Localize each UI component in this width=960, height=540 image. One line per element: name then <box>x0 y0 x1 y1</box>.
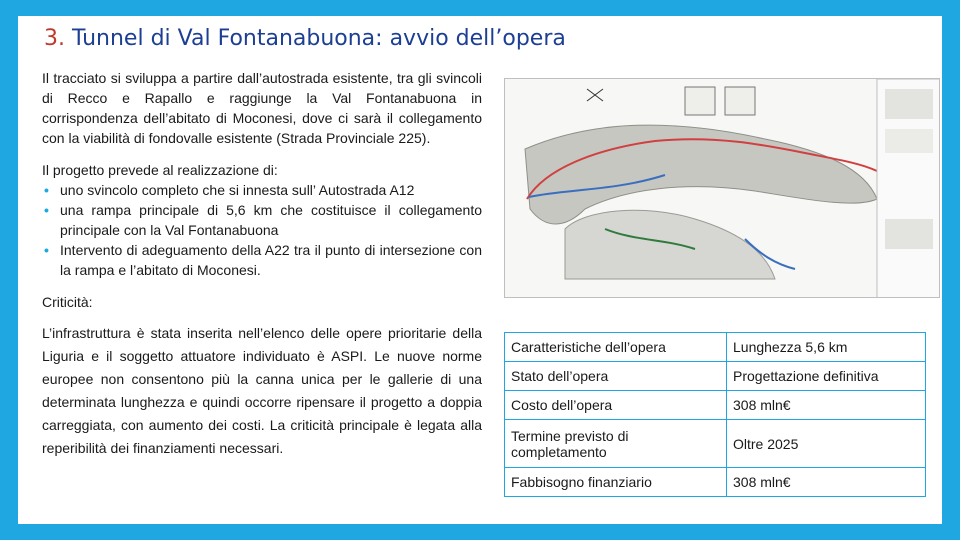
table-row <box>505 391 926 420</box>
table-cell-label: Caratteristiche dell’opera <box>505 333 727 362</box>
table-cell-label: Stato dell’opera <box>505 362 727 391</box>
title-number: 3. <box>44 26 65 51</box>
table-cell-value: Oltre 2025 <box>727 420 926 468</box>
table-cell-label: Fabbisogno finanziario <box>505 468 727 497</box>
criticality-text: L’infrastruttura è stata inserita nell’elenco delle opere prioritarie della Liguria e il soggetto attuatore individuato è ASPI. Le nuove norme europee non consentono più la canna unica per le gallerie di una determinata lunghezza e quindi occorre ripensare il progetto a doppia carreggiata, con aumento dei costi. La criticità principale è legata alla reperibilità dei finanziamenti necessari. <box>42 325 482 456</box>
project-summary-table <box>504 332 926 497</box>
table-row <box>505 468 926 497</box>
text-column <box>42 68 482 460</box>
title-text: Tunnel di Val Fontanabuona: avvio dell’opera <box>72 26 566 51</box>
table-row <box>505 420 926 468</box>
project-map-image <box>504 78 940 298</box>
list-item: • Intervento di adeguamento della A22 tra il punto di intersezione con la rampa e l’abitato di Moconesi. <box>42 240 482 280</box>
table-row <box>505 362 926 391</box>
table-cell-value: 308 mln€ <box>727 468 926 497</box>
slide <box>18 16 942 524</box>
list-item: • uno svincolo completo che si innesta sull’ Autostrada A12 <box>42 180 482 200</box>
intro-paragraph: Il tracciato si sviluppa a partire dall’autostrada esistente, tra gli svincoli di Recco e Rapallo e raggiunge la Val Fontanabuona in corrispondenza dell’abitato di Moconesi, dove ci sarà il collegamento con la viabilità di fondovalle esistente (Strada Provinciale 225). <box>42 70 482 146</box>
page-title <box>44 26 844 51</box>
criticality-title: Criticità: <box>42 294 93 310</box>
table-cell-label: Termine previsto di completamento <box>505 420 727 468</box>
table-cell-value: 308 mln€ <box>727 391 926 420</box>
project-list <box>42 180 482 280</box>
project-lead: Il progetto prevede al realizzazione di: <box>42 162 278 178</box>
map-drawing <box>505 79 940 298</box>
table-cell-value: Lunghezza 5,6 km <box>727 333 926 362</box>
table-row <box>505 333 926 362</box>
table-cell-label: Costo dell’opera <box>505 391 727 420</box>
list-item: • una rampa principale di 5,6 km che costituisce il collegamento principale con la Val Fontanabuona <box>42 200 482 240</box>
table-cell-value: Progettazione definitiva <box>727 362 926 391</box>
